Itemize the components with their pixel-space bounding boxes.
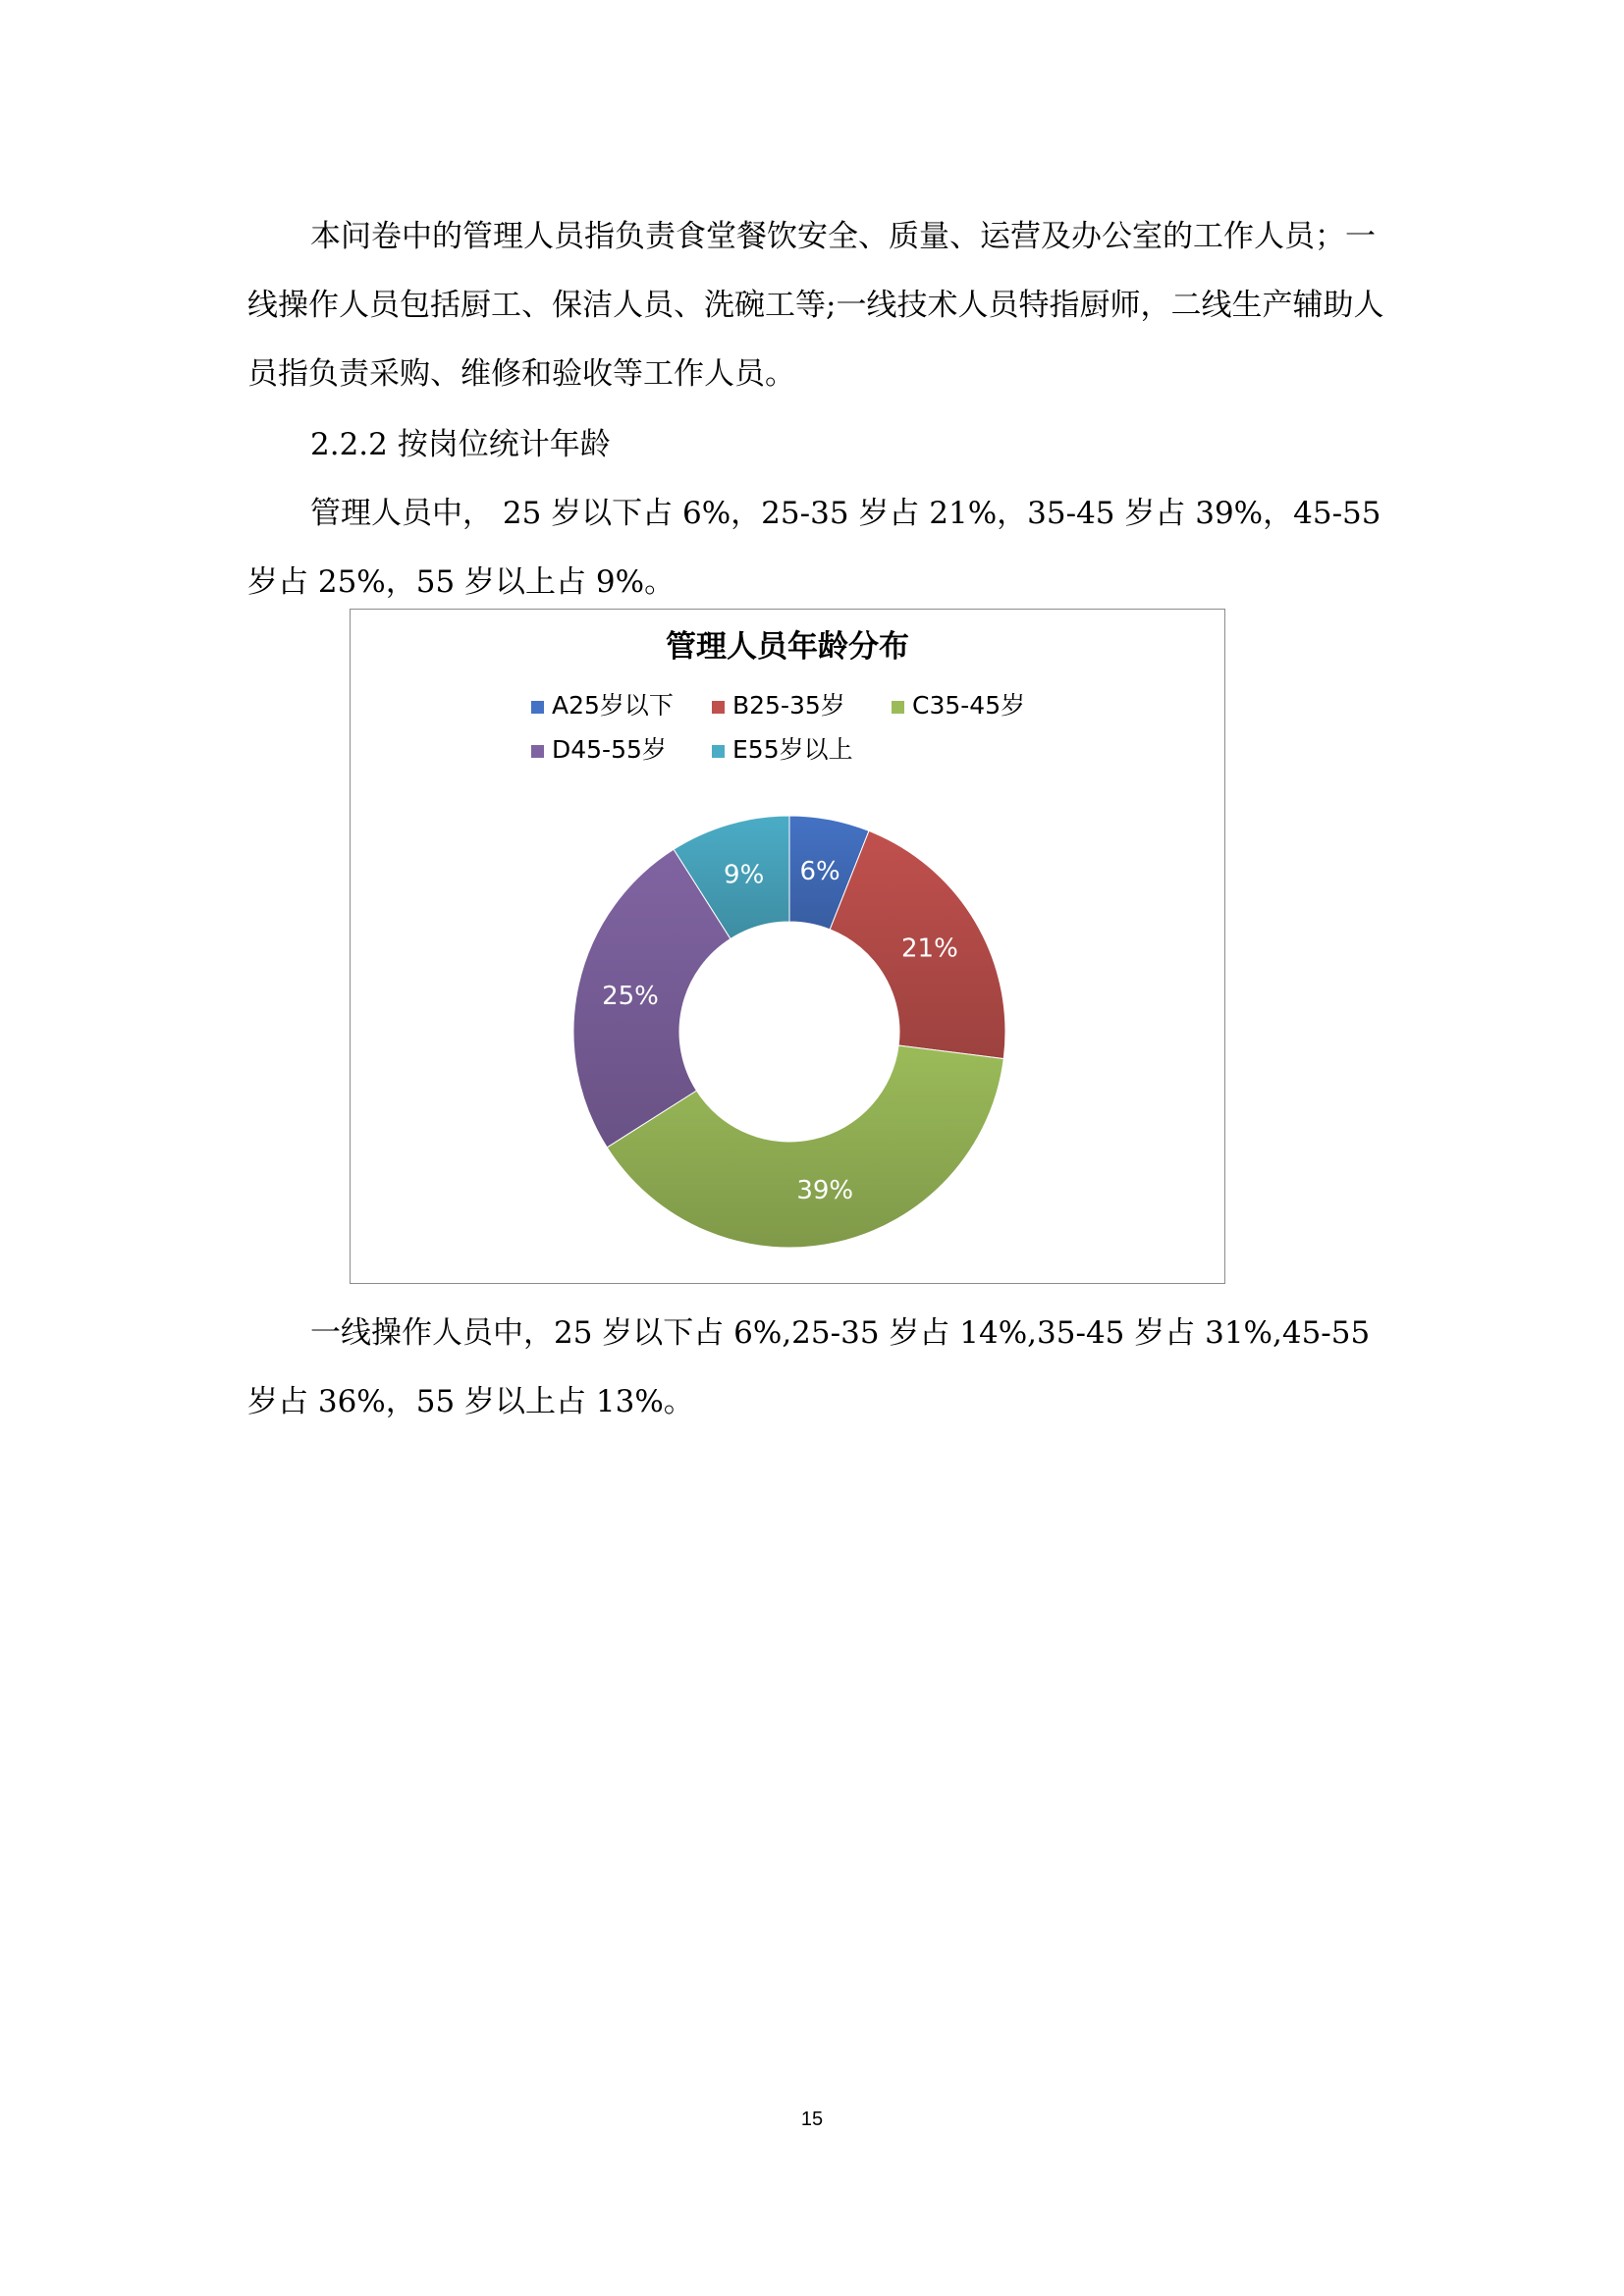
- legend-label-a: A25岁以下: [552, 691, 674, 720]
- legend-label-b: B25-35岁: [732, 691, 845, 720]
- section-heading: 2.2.2 按岗位统计年龄: [310, 427, 611, 462]
- slice-b-label: 21%: [900, 934, 958, 964]
- management-age-paragraph: 管理人员中， 25 岁以下占 6%，25-35 岁占 21%，35-45 岁占 39%，45-55 岁占 25%，55 岁以上占 9%。: [247, 496, 1381, 600]
- operator-age-paragraph: 一线操作人员中，25 岁以下占 6%,25-35 岁占 14%,35-45 岁占 31%,45-55 岁占 36%，55 岁以上占 13%。: [247, 1315, 1371, 1419]
- intro-paragraph: 本问卷中的管理人员指负责食堂餐饮安全、质量、运营及办公室的工作人员；一线操作人员包括厨工、保洁人员、洗碗工等;一线技术人员特指厨师，二线生产辅助人员指负责采购、维修和验收等工作人员。: [247, 219, 1384, 392]
- chart-title: 管理人员年龄分布: [666, 629, 909, 665]
- legend-label-d: D45-55岁: [552, 735, 667, 764]
- slice-a-label: 6%: [799, 856, 840, 886]
- legend-label-c: C35-45岁: [912, 691, 1026, 720]
- slice-d-label: 25%: [602, 981, 659, 1011]
- legend-label-e: E55岁以上: [732, 735, 853, 764]
- donut-chart: [350, 609, 1225, 1284]
- page-number: 15: [800, 2109, 824, 2130]
- donut-svg: [351, 610, 1226, 1285]
- slice-e-label: 9%: [724, 860, 765, 890]
- slice-c-label: 39%: [796, 1176, 854, 1206]
